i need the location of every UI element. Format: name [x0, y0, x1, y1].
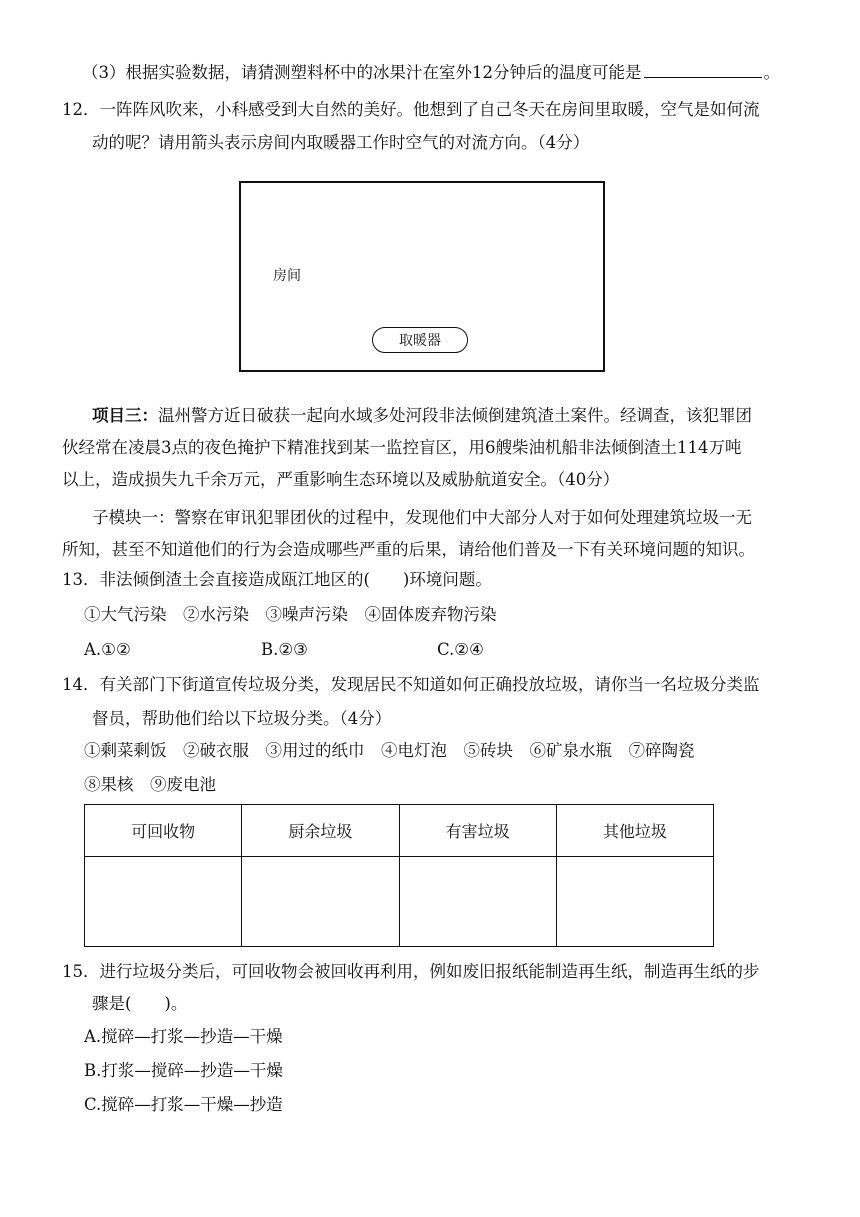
answer-cell-kitchen-waste[interactable] [242, 857, 399, 947]
answer-cell-hazardous-waste[interactable] [399, 857, 556, 947]
header-hazardous-waste: 有害垃圾 [399, 805, 556, 857]
q11-part3 [82, 61, 780, 85]
q11-part3-end: 。 [763, 63, 780, 82]
garbage-sort-table [84, 804, 714, 947]
header-recyclable: 可回收物 [85, 805, 242, 857]
project3-line3: 以上，造成损失九千余万元，严重影响生态环境以及威胁航道安全。（40分） [62, 470, 620, 489]
q13-option-a[interactable]: A.①② [84, 640, 131, 659]
q12-line2: 动的呢？请用箭头表示房间内取暖器工作时空气的对流方向。（4分） [92, 133, 590, 152]
heater-label-text: 取暖器 [399, 333, 441, 349]
q12-line1: 12．一阵阵风吹来，小科感受到大自然的美好。他想到了自己冬天在房间里取暖，空气是如何流 [62, 100, 760, 119]
q13-items: ①大气污染 ②水污染 ③噪声污染 ④固体废弃物污染 [84, 605, 497, 624]
q14-items1: ①剩菜剩饭 ②破衣服 ③用过的纸巾 ④电灯泡 ⑤砖块 ⑥矿泉水瓶 ⑦碎陶瓷 [84, 741, 695, 760]
q14-line2: 督员，帮助他们给以下垃圾分类。（4分） [92, 709, 392, 728]
q15-line1: 15．进行垃圾分类后，可回收物会被回收再利用，例如废旧报纸能制造再生纸，制造再生纸的步 [62, 962, 760, 981]
q13-stem: 13．非法倾倒渣土会直接造成瓯江地区的( )环境问题。 [62, 570, 492, 589]
q13-option-c[interactable]: C.②④ [437, 640, 484, 659]
answer-cell-recyclable[interactable] [85, 857, 242, 947]
table-header-row [85, 805, 714, 857]
heater-label [372, 327, 468, 353]
q11-part3-text: （3）根据实验数据，请猜测塑料杯中的冰果汁在室外12分钟后的温度可能是 [82, 63, 642, 82]
project3-line2: 伙经常在凌晨3点的夜色掩护下精准找到某一监控盲区，用6艘柴油机船非法倾倒渣土114万吨 [62, 438, 742, 457]
table-answer-row [85, 857, 714, 947]
q15-line2: 骤是( )。 [92, 994, 188, 1013]
room-label: 房间 [273, 268, 301, 284]
answer-blank[interactable] [644, 61, 762, 78]
q14-line1: 14．有关部门下街道宣传垃圾分类，发现居民不知道如何正确投放垃圾，请你当一名垃圾分类监 [62, 675, 760, 694]
q15-option-c[interactable]: C.搅碎—打浆—干燥—抄造 [84, 1095, 283, 1114]
header-kitchen-waste: 厨余垃圾 [242, 805, 399, 857]
submodule1-line2: 所知，甚至不知道他们的行为会造成哪些严重的后果，请给他们普及一下有关环境问题的知识。 [62, 540, 755, 559]
project3-lead: 项目三： [92, 406, 158, 425]
header-other-waste: 其他垃圾 [556, 805, 713, 857]
project3-line1-text: 温州警方近日破获一起向水域多处河段非法倾倒建筑渣土案件。经调查，该犯罪团 [158, 406, 752, 425]
q14-items2: ⑧果核 ⑨废电池 [84, 775, 216, 794]
project3-line1 [92, 404, 752, 428]
answer-cell-other-waste[interactable] [556, 857, 713, 947]
q15-option-b[interactable]: B.打浆—搅碎—抄造—干燥 [84, 1061, 283, 1080]
q13-option-b[interactable]: B.②③ [261, 640, 308, 659]
q15-option-a[interactable]: A.搅碎—打浆—抄造—干燥 [84, 1027, 283, 1046]
submodule1-line1: 子模块一：警察在审讯犯罪团伙的过程中，发现他们中大部分人对于如何处理建筑垃圾一无 [92, 508, 752, 527]
